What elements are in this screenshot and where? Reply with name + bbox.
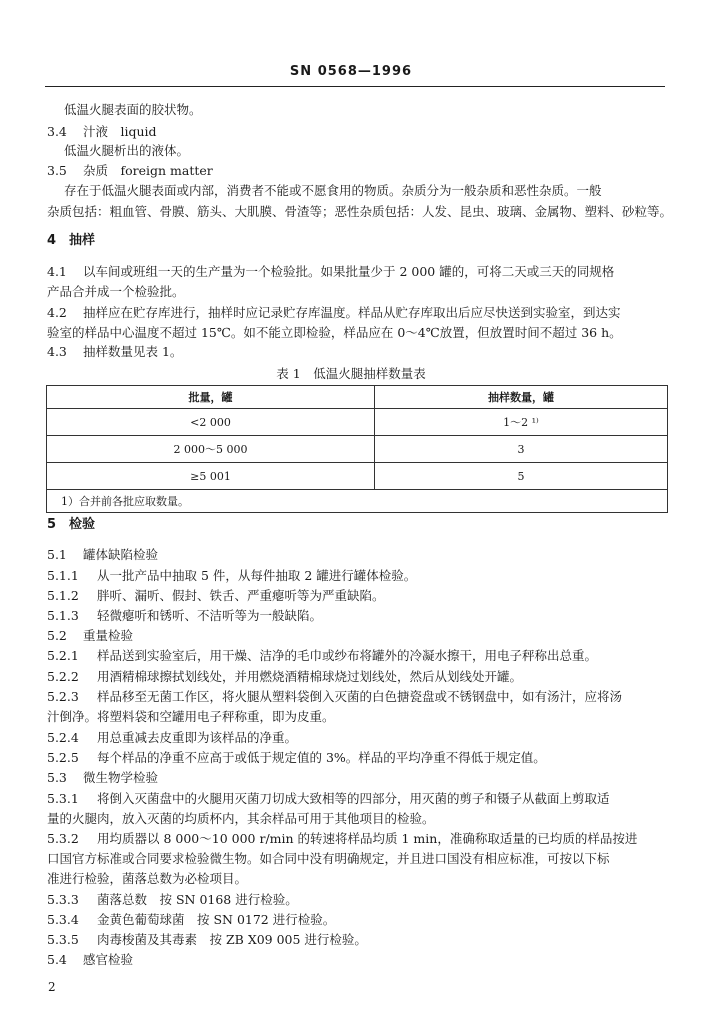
- text-line: 低温火腿表面的胶状物。: [64, 102, 202, 117]
- table-row: [47, 436, 668, 463]
- text-line: 5.2.5 每个样品的净重不应高于或低于规定值的 3%。样品的平均净重不得低于规定值。: [47, 750, 546, 765]
- table-caption: 表 1 低温火腿抽样数量表: [276, 366, 426, 381]
- table-cell: 1～2 ¹⁾: [374, 409, 667, 436]
- text-line: 5.1.1 从一批产品中抽取 5 件，从每件抽取 2 罐进行罐体检验。: [47, 568, 417, 583]
- text-line: 量的火腿肉，放入灭菌的均质杯内，其余样品可用于其他项目的检验。: [47, 811, 435, 826]
- text-line: 4.3 抽样数量见表 1。: [47, 344, 183, 359]
- header-rule: [45, 86, 665, 87]
- text-line: 5.2.4 用总重减去皮重即为该样品的净重。: [47, 730, 298, 745]
- table-header-row: [47, 386, 668, 409]
- text-line: 4.2 抽样应在贮存库进行，抽样时应记录贮存库温度。样品从贮存库取出后应尽快送到实验室，到达实: [47, 305, 621, 320]
- table-cell: 2 000～5 000: [47, 436, 375, 463]
- text-line: 存在于低温火腿表面或内部，消费者不能或不愿食用的物质。杂质分为一般杂质和恶性杂质。一般: [64, 183, 602, 198]
- text-line: 验室的样品中心温度不超过 15℃。如不能立即检验，样品应在 0～4℃放置，但放置时间不超过 36 h。: [47, 325, 622, 340]
- text-line: 5.1.3 轻微瘪听和锈听、不洁听等为一般缺陷。: [47, 608, 323, 623]
- table-header-cell: 抽样数量，罐: [374, 386, 667, 409]
- text-line: 5.3.2 用均质器以 8 000～10 000 r/min 的转速将样品均质 1 min，准确称取适量的已均质的样品按进: [47, 831, 638, 846]
- text-line: 口国官方标准或合同要求检验微生物。如合同中没有明确规定，并且进口国没有相应标准，可按以下标: [47, 851, 610, 866]
- text-line: 杂质包括：粗血管、骨膜、筋头、大肌膜、骨渣等；恶性杂质包括：人发、昆虫、玻璃、金属物、塑料、砂粒等。: [47, 204, 673, 219]
- text-line: 5.3.5 肉毒梭菌及其毒素 按 ZB X09 005 进行检验。: [47, 932, 367, 947]
- text-line: 产品合并成一个检验批。: [47, 284, 185, 299]
- text-line: 5.3.3 菌落总数 按 SN 0168 进行检验。: [47, 892, 298, 907]
- page-number: 2: [48, 980, 56, 994]
- standard-header: SN 0568—1996: [289, 64, 413, 79]
- text-line: 5.1 罐体缺陷检验: [47, 547, 159, 562]
- table-footnote: 1）合并前各批应取数量。: [47, 490, 668, 513]
- text-line: 准进行检验，菌落总数为必检项目。: [47, 871, 248, 886]
- text-line: 汁倒净。将塑料袋和空罐用电子秤称重，即为皮重。: [47, 709, 335, 724]
- text-line: 5.2.1 样品送到实验室后，用干燥、洁净的毛巾或纱布将罐外的冷凝水擦干，用电子秤称出总重。: [47, 648, 598, 663]
- table-cell: <2 000: [47, 409, 375, 436]
- text-line: 5.1.2 胖听、漏听、假封、铁舌、严重瘪听等为严重缺陷。: [47, 588, 385, 603]
- table-cell: ≥5 001: [47, 463, 375, 490]
- text-line: 5.3 微生物学检验: [47, 770, 159, 785]
- table-footnote-row: [47, 490, 668, 513]
- table-cell: 3: [374, 436, 667, 463]
- table-header-cell: 批量，罐: [47, 386, 375, 409]
- text-line: 5.2.3 样品移至无菌工作区，将火腿从塑料袋倒入灭菌的白色搪瓷盘或不锈钢盘中，如有汤汁，应将汤: [47, 689, 623, 704]
- text-line: 5.3.4 金黄色葡萄球菌 按 SN 0172 进行检验。: [47, 912, 336, 927]
- text-line: 3.4 汁液 liquid: [47, 124, 157, 139]
- text-line: 低温火腿析出的液体。: [64, 143, 190, 158]
- text-line: 3.5 杂质 foreign matter: [47, 163, 213, 178]
- section-heading: 4 抽样: [47, 233, 96, 248]
- text-line: 4.1 以车间或班组一天的生产量为一个检验批。如果批量少于 2 000 罐的，可将二天或三天的同规格: [47, 264, 615, 279]
- text-line: 5.3.1 将倒入灭菌盘中的火腿用灭菌刀切成大致相等的四部分，用灭菌的剪子和镊子从截面上剪取适: [47, 791, 610, 806]
- table-row: [47, 409, 668, 436]
- sampling-table: [46, 385, 668, 513]
- table-cell: 5: [374, 463, 667, 490]
- text-line: 5.2 重量检验: [47, 628, 134, 643]
- section-heading: 5 检验: [47, 517, 96, 532]
- table-row: [47, 463, 668, 490]
- text-line: 5.2.2 用酒精棉球擦拭划线处，并用燃烧酒精棉球烧过划线处，然后从划线处开罐。: [47, 669, 523, 684]
- text-line: 5.4 感官检验: [47, 952, 134, 967]
